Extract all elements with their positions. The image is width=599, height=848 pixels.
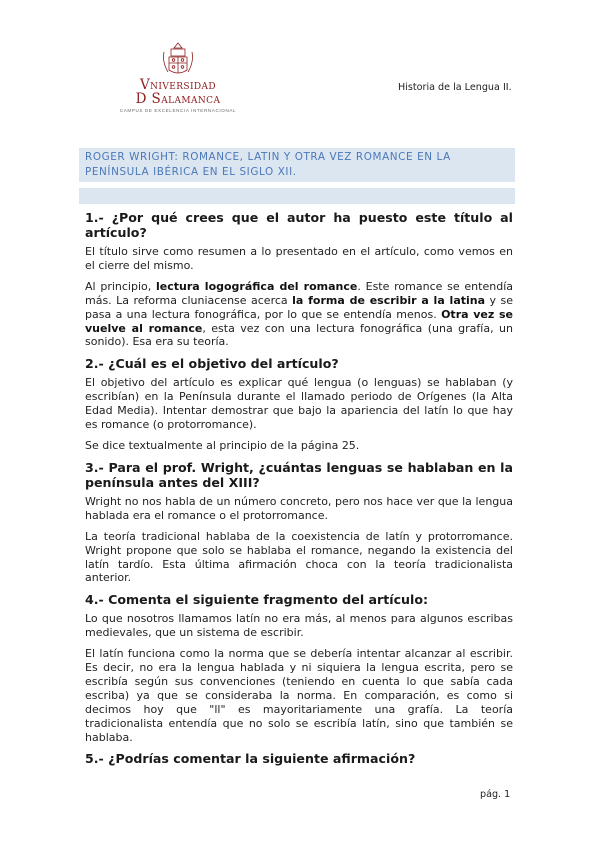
answer-paragraph xyxy=(85,439,513,453)
university-name-line2: D Salamanca xyxy=(135,91,221,107)
answer-paragraph xyxy=(85,530,513,586)
answer-paragraph xyxy=(85,245,513,273)
document-body xyxy=(85,210,513,771)
university-logo xyxy=(108,40,248,113)
answer-text: y se pasa a una lectura fonográfica, por lo que se entendía menos. xyxy=(85,293,513,321)
answer-paragraph xyxy=(85,647,513,744)
university-name-line1: Vniversidad xyxy=(139,77,217,93)
blank-band xyxy=(79,188,515,204)
question-heading: 3.- Para el prof. Wright, ¿cuántas lenguas se hablaban en la península antes del XIII? xyxy=(85,459,513,490)
answer-paragraph xyxy=(85,495,513,523)
answer-text: Al principio, xyxy=(85,279,157,293)
question-heading: 4.- Comenta el siguiente fragmento del artículo: xyxy=(85,592,429,608)
question-heading: 5.- ¿Podrías comentar la siguiente afirmación? xyxy=(85,751,416,767)
answer-text: Lo que nosotros llamamos latín no era más, al menos para algunos escribas medievales, que un sistema de escribir. xyxy=(85,612,513,640)
university-tagline: CAMPUS DE EXCELENCIA INTERNACIONAL xyxy=(119,108,237,113)
page-number: pág. 1 xyxy=(480,789,511,800)
document-title xyxy=(79,148,515,182)
bold-text: Otra vez se vuelve al romance xyxy=(85,307,513,335)
answer-text: , esta vez con una lectura fonográfica (una grafía, un sonido). Esa era su teoría. xyxy=(85,321,513,349)
bold-text: la forma de escribir a la latina xyxy=(292,293,486,307)
answer-paragraph xyxy=(85,280,513,350)
question-heading: 1.- ¿Por qué crees que el autor ha puesto este título al artículo? xyxy=(85,210,513,240)
answer-text: El latín funciona como la norma que se debería intentar alcanzar al escribir. Es decir, no era la lengua hablada y ni siquiera la lengua escrita, pero se escribía según sus convenciones (teniendo en cuenta lo que sabía cada escriba) ya que se consideraba la norma. En comparación, es como si decimos hoy que "ll" es mayoritariamente una grafía. La teoría tradicionalista entendía que no solo se escribía latín, sino que también se hablaba. xyxy=(85,647,513,744)
course-name: Historia de la Lengua II. xyxy=(398,82,512,93)
answer-text: Se dice textualmente al principio de la página 25. xyxy=(85,438,360,452)
bold-text: lectura logográfica del romance xyxy=(156,279,358,293)
answer-paragraph xyxy=(85,612,513,640)
answer-paragraph xyxy=(85,376,513,432)
answer-text: La teoría tradicional hablaba de la coexistencia de latín y protorromance. Wright propone que solo se hablaba el romance, negando la existencia del latín tardío. Esta última afirmación choca con la teoría tradicionalista anterior. xyxy=(85,529,513,585)
document-title-line1: ROGER WRIGHT: ROMANCE, LATIN Y OTRA VEZ ROMANCE EN LA xyxy=(85,151,451,163)
answer-text: El objetivo del artículo es explicar qué lengua (o lenguas) se hablaban (y escribían) en la Península durante el llamado periodo de Orígenes (la Alta Edad Media). Intentar demostrar que bajo la apariencia del latín lo que hay es romance (o protorromance). xyxy=(85,376,513,432)
question-heading: 2.- ¿Cuál es el objetivo del artículo? xyxy=(85,356,339,372)
university-seal-icon xyxy=(160,40,196,78)
answer-text: El título sirve como resumen a lo presentado en el artículo, como vemos en el cierre del mismo. xyxy=(85,245,513,272)
answer-text: . Este romance se entendía más. La reforma cluniacense acerca xyxy=(85,279,513,307)
answer-text: Wright no nos habla de un número concreto, pero nos hace ver que la lengua hablada era el romance o el protorromance. xyxy=(85,494,513,522)
document-title-line2: PENÍNSULA IBÉRICA EN EL SIGLO XII. xyxy=(85,166,297,178)
